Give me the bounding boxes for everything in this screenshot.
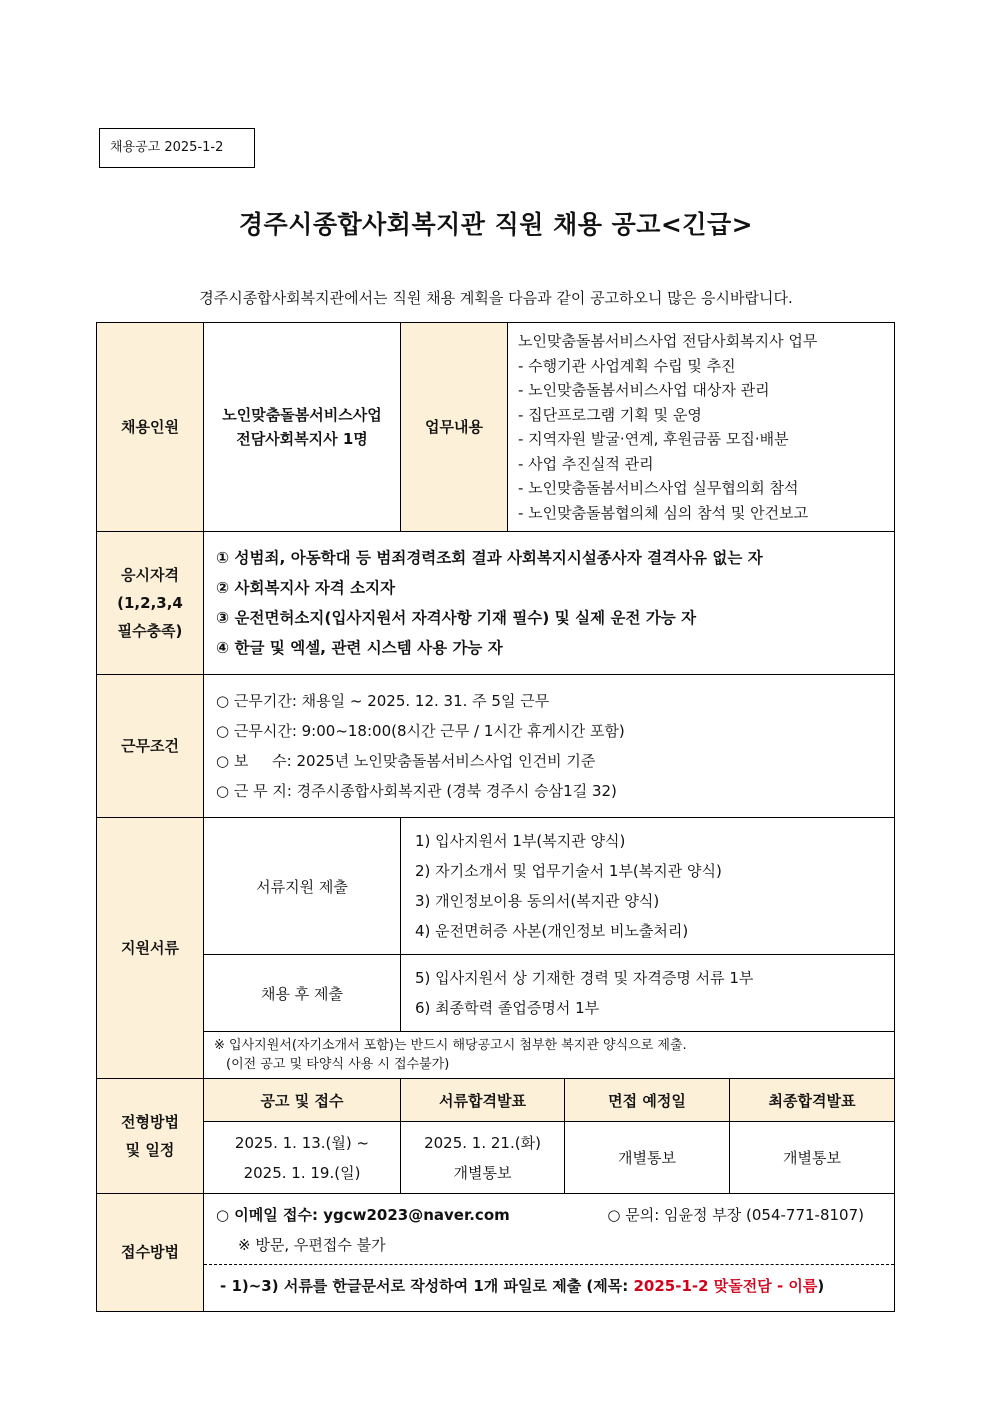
documents-note-row <box>97 1032 895 1079</box>
submission-label: 접수방법 <box>97 1194 204 1312</box>
submission-content <box>204 1194 895 1312</box>
document-item: 5) 입사지원서 상 기재한 경력 및 자격증명 서류 1부 <box>415 969 754 987</box>
documents-label: 지원서류 <box>97 818 204 1079</box>
duty-item: - 노인맞춤돌봄서비스사업 대상자 관리 <box>518 381 770 399</box>
conditions-row <box>97 675 895 818</box>
schedule-label-line: 및 일정 <box>125 1141 175 1159</box>
duty-item: - 수행기관 사업계획 수립 및 추진 <box>518 356 736 375</box>
document-item: 1) 입사지원서 1부(복지관 양식) <box>415 832 626 850</box>
instruction-prefix: - 1)~3) 서류를 한글문서로 작성하여 1개 파일로 제출 (제목: <box>220 1277 634 1295</box>
schedule-doc-result-line: 2025. 1. 21.(화) <box>424 1133 541 1152</box>
page-title: 경주시종합사회복지관 직원 채용 공고<긴급> <box>238 210 754 239</box>
instruction-suffix: ) <box>817 1277 825 1295</box>
condition-item: ○ 근 무 지: 경주시종합사회복지관 (경북 경주시 승삼1길 32) <box>216 782 617 800</box>
submission-inquiry: ○ 문의: 임윤정 부장 (054-771-8107) <box>607 1206 864 1224</box>
submission-top <box>204 1196 894 1264</box>
qualification-item: ④ 한글 및 엑셀, 관련 시스템 사용 가능 자 <box>216 639 503 657</box>
instruction-title: 2025-1-2 맞돌전담 - 이름 <box>633 1277 818 1295</box>
schedule-announce-line: 2025. 1. 13.(월) ~ <box>234 1133 370 1152</box>
documents-after-row <box>97 955 895 1032</box>
qualification-row <box>97 532 895 675</box>
documents-note <box>204 1032 895 1079</box>
documents-submit-list <box>401 818 895 955</box>
duty-item: - 지역자원 발굴·연계, 후원금품 모집·배분 <box>518 430 789 448</box>
conditions-label: 근무조건 <box>97 675 204 818</box>
schedule-announce <box>204 1122 401 1194</box>
submission-row <box>97 1194 895 1312</box>
submission-instruction <box>204 1264 894 1309</box>
intro-text: 경주시종합사회복지관에서는 직원 채용 계획을 다음과 같이 공고하오니 많은 응시바랍니다. <box>199 289 793 307</box>
schedule-doc-result-line: 개별통보 <box>453 1163 512 1182</box>
submission-email: ○ 이메일 접수: ygcw2023@naver.com <box>216 1206 510 1224</box>
duty-label: 업무내용 <box>401 323 508 532</box>
submission-no-visit: ※ 방문, 우편접수 불가 <box>238 1236 386 1254</box>
schedule-interview: 개별통보 <box>565 1122 730 1194</box>
position-line-2: 전담사회복지사 1명 <box>236 430 368 448</box>
position-line-1: 노인맞춤돌봄서비스사업 <box>222 406 382 424</box>
qualification-label-line: (1,2,3,4 <box>117 594 183 612</box>
qualification-item: ② 사회복지사 자격 소지자 <box>216 579 396 597</box>
qualification-label-line: 응시자격 <box>121 566 179 584</box>
conditions-list <box>204 675 895 818</box>
schedule-doc-result <box>401 1122 565 1194</box>
document-item: 4) 운전면허증 사본(개인정보 비노출처리) <box>415 922 689 940</box>
document-item: 2) 자기소개서 및 업무기술서 1부(복지관 양식) <box>415 862 722 880</box>
notice-number: 채용공고 2025-1-2 <box>99 128 255 168</box>
schedule-final: 개별통보 <box>730 1122 895 1194</box>
recruit-label: 채용인원 <box>97 323 204 532</box>
note-line-2: (이전 공고 및 타양식 사용 시 접수불가) <box>226 1057 450 1072</box>
qualification-label-line: 필수충족) <box>117 622 183 640</box>
condition-item: ○ 근무시간: 9:00~18:00(8시간 근무 / 1시간 휴게시간 포함) <box>216 722 625 740</box>
recruitment-table <box>96 322 895 1312</box>
documents-submit-row <box>97 818 895 955</box>
duty-item: - 집단프로그램 기획 및 운영 <box>518 405 702 424</box>
schedule-header: 최종합격발표 <box>730 1079 895 1122</box>
documents-after-label: 채용 후 제출 <box>204 955 401 1032</box>
schedule-label <box>97 1079 204 1194</box>
recruit-row <box>97 323 895 532</box>
duty-item: - 사업 추진실적 관리 <box>518 454 654 473</box>
qualification-label <box>97 532 204 675</box>
duty-item: 노인맞춤돌봄서비스사업 전담사회복지사 업무 <box>518 332 818 350</box>
document-item: 3) 개인정보이용 동의서(복지관 양식) <box>415 892 660 910</box>
documents-submit-label: 서류지원 제출 <box>204 818 401 955</box>
recruit-position <box>204 323 401 532</box>
duty-list <box>508 323 895 532</box>
schedule-announce-line: 2025. 1. 19.(일) <box>243 1163 361 1182</box>
qualification-list <box>204 532 895 675</box>
qualification-item: ③ 운전면허소지(입사지원서 자격사항 기재 필수) 및 실제 운전 가능 자 <box>216 609 697 627</box>
schedule-value-row <box>97 1122 895 1194</box>
duty-item: - 노인맞춤돌봄협의체 심의 참석 및 안건보고 <box>518 503 809 522</box>
schedule-header: 공고 및 접수 <box>204 1079 401 1122</box>
condition-item: ○ 근무기간: 채용일 ~ 2025. 12. 31. 주 5일 근무 <box>216 692 550 710</box>
schedule-header: 서류합격발표 <box>401 1079 565 1122</box>
documents-after-list <box>401 955 895 1032</box>
condition-item: ○ 보 수: 2025년 노인맞춤돌봄서비스사업 인건비 기준 <box>216 752 596 770</box>
submission-contact-row <box>216 1200 864 1230</box>
schedule-label-line: 전형방법 <box>121 1113 179 1131</box>
schedule-header: 면접 예정일 <box>565 1079 730 1122</box>
qualification-item: ① 성범죄, 아동학대 등 범죄경력조회 결과 사회복지시설종사자 결격사유 없는 자 <box>216 549 763 567</box>
document-item: 6) 최종학력 졸업증명서 1부 <box>415 999 600 1017</box>
schedule-header-row <box>97 1079 895 1122</box>
duty-item: - 노인맞춤돌봄서비스사업 실무협의회 참석 <box>518 479 799 497</box>
note-line-1: ※ 입사지원서(자기소개서 포함)는 반드시 해당공고시 첨부한 복지관 양식으로 제출. <box>214 1038 687 1053</box>
